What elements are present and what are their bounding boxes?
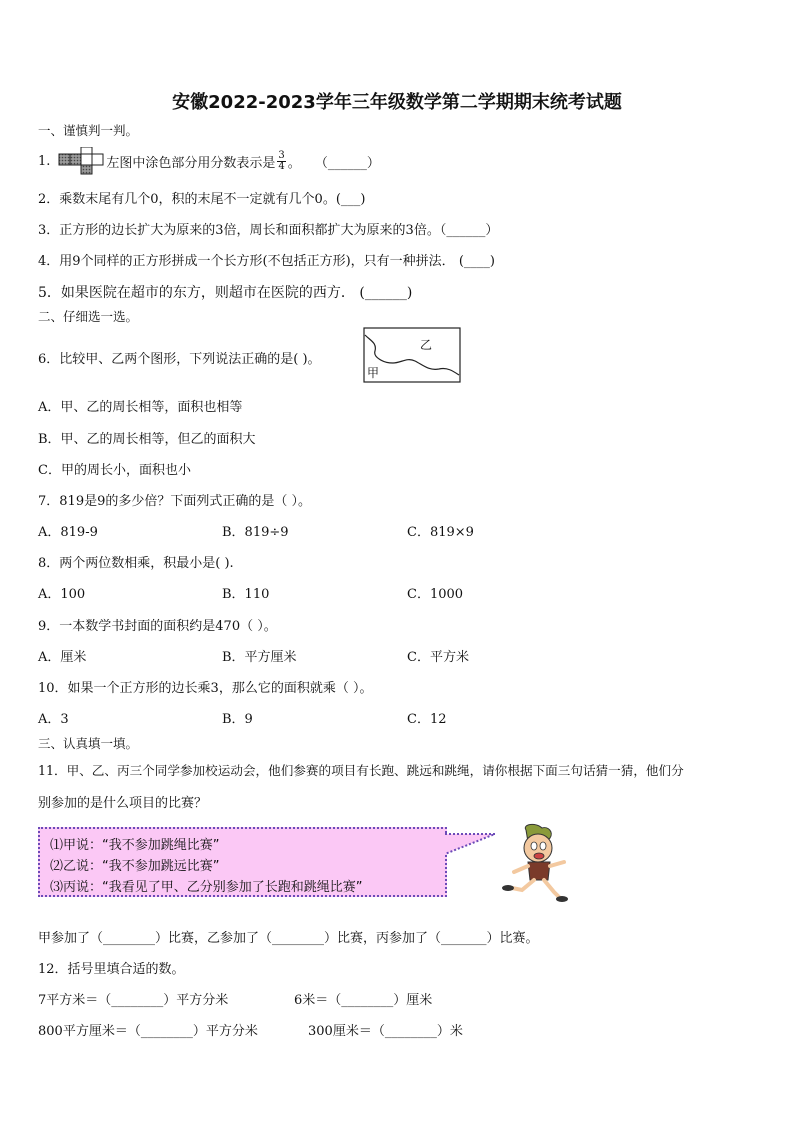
question-12-stem: 12．括号里填合适的数。 (38, 962, 185, 977)
conversion-4[interactable]: 300厘米＝（________）米 (308, 1024, 463, 1039)
question-2: 2．乘数末尾有几个0，积的末尾不一定就有几个0。(___) (38, 192, 366, 207)
option-a[interactable]: A．100 (38, 587, 86, 602)
option-b[interactable]: B．819÷9 (222, 525, 289, 540)
answer-blank[interactable]: （______） (314, 155, 380, 171)
speech-line-3: ⑶丙说：“我看见了甲、乙分别参加了长跑和跳绳比赛” (50, 880, 363, 895)
question-text: 左图中涂色部分用分数表示是 (106, 155, 276, 171)
label-jia: 甲 (367, 366, 380, 380)
option-a[interactable]: A．3 (38, 712, 69, 727)
speech-bubble-tail (445, 832, 497, 858)
question-9-stem: 9．一本数学书封面的面积约是470（ ）。 (38, 619, 277, 634)
label-yi: 乙 (420, 338, 433, 352)
option-a[interactable]: A．甲、乙的周长相等，面积也相等 (38, 400, 243, 415)
option-a[interactable]: A．819-9 (38, 525, 98, 540)
question-text-tail: 。 (287, 155, 301, 171)
speech-bubble (38, 827, 447, 897)
option-b[interactable]: B．平方厘米 (222, 650, 297, 665)
section-heading-3: 三、认真填一填。 (38, 736, 139, 751)
question-8-stem: 8．两个两位数相乘，积最小是( ). (38, 556, 234, 571)
question-7-stem: 7．819是9的多少倍？下面列式正确的是（ ）。 (38, 494, 311, 509)
option-b[interactable]: B．甲、乙的周长相等，但乙的面积大 (38, 432, 256, 447)
section-heading-1: 一、谨慎判一判。 (38, 123, 139, 138)
option-c[interactable]: C．12 (407, 712, 447, 727)
section-heading-2: 二、仔细选一选。 (38, 309, 139, 324)
question-4: 4．用9个同样的正方形拼成一个长方形(不包括正方形)，只有一种拼法． (____) (38, 254, 495, 269)
question-11-answer[interactable]: 甲参加了（________）比赛，乙参加了（________）比赛，丙参加了（_______）比赛。 (38, 931, 539, 946)
question-5: 5．如果医院在超市的东方，则超市在医院的西方． (______) (38, 285, 413, 301)
option-c[interactable]: C．甲的周长小，面积也小 (38, 463, 191, 478)
speech-line-2: ⑵乙说：“我不参加跳远比赛” (50, 859, 220, 874)
fraction (277, 151, 285, 172)
option-b[interactable]: B．9 (222, 712, 253, 727)
question-6-stem: 6．比较甲、乙两个图形，下列说法正确的是( )。 (38, 352, 321, 367)
question-number: 1. (38, 153, 51, 169)
speech-line-1: ⑴甲说：“我不参加跳绳比赛” (50, 838, 220, 853)
conversion-1[interactable]: 7平方米＝（________）平方分米 (38, 993, 229, 1008)
option-c[interactable]: C．平方米 (407, 650, 469, 665)
page-title: 安徽2022-2023学年三年级数学第二学期期末统考试题 (172, 92, 622, 113)
option-c[interactable]: C．819×9 (407, 525, 474, 540)
option-a[interactable]: A．厘米 (38, 650, 87, 665)
question-11-line-2: 别参加的是什么项目的比赛？ (38, 796, 208, 811)
option-c[interactable]: C．1000 (407, 587, 464, 602)
running-child-illustration (492, 822, 574, 902)
grid-figure (58, 147, 104, 175)
question-11-line-1: 11．甲、乙、丙三个同学参加校运动会，他们参赛的项目有长跑、跳远和跳绳，请你根据下面三句话猜一猜，他们分 (38, 763, 684, 778)
question-1 (38, 146, 380, 176)
fraction-denominator: 4 (278, 160, 285, 172)
question-3: 3．正方形的边长扩大为原来的3倍，周长和面积都扩大为原来的3倍。（______） (38, 223, 499, 238)
fraction-numerator: 3 (278, 149, 285, 161)
question-10-stem: 10．如果一个正方形的边长乘3，那么它的面积就乘（ ）。 (38, 681, 373, 696)
conversion-3[interactable]: 800平方厘米＝（________）平方分米 (38, 1024, 258, 1039)
option-b[interactable]: B．110 (222, 587, 270, 602)
conversion-2[interactable]: 6米＝（________）厘米 (294, 993, 433, 1008)
